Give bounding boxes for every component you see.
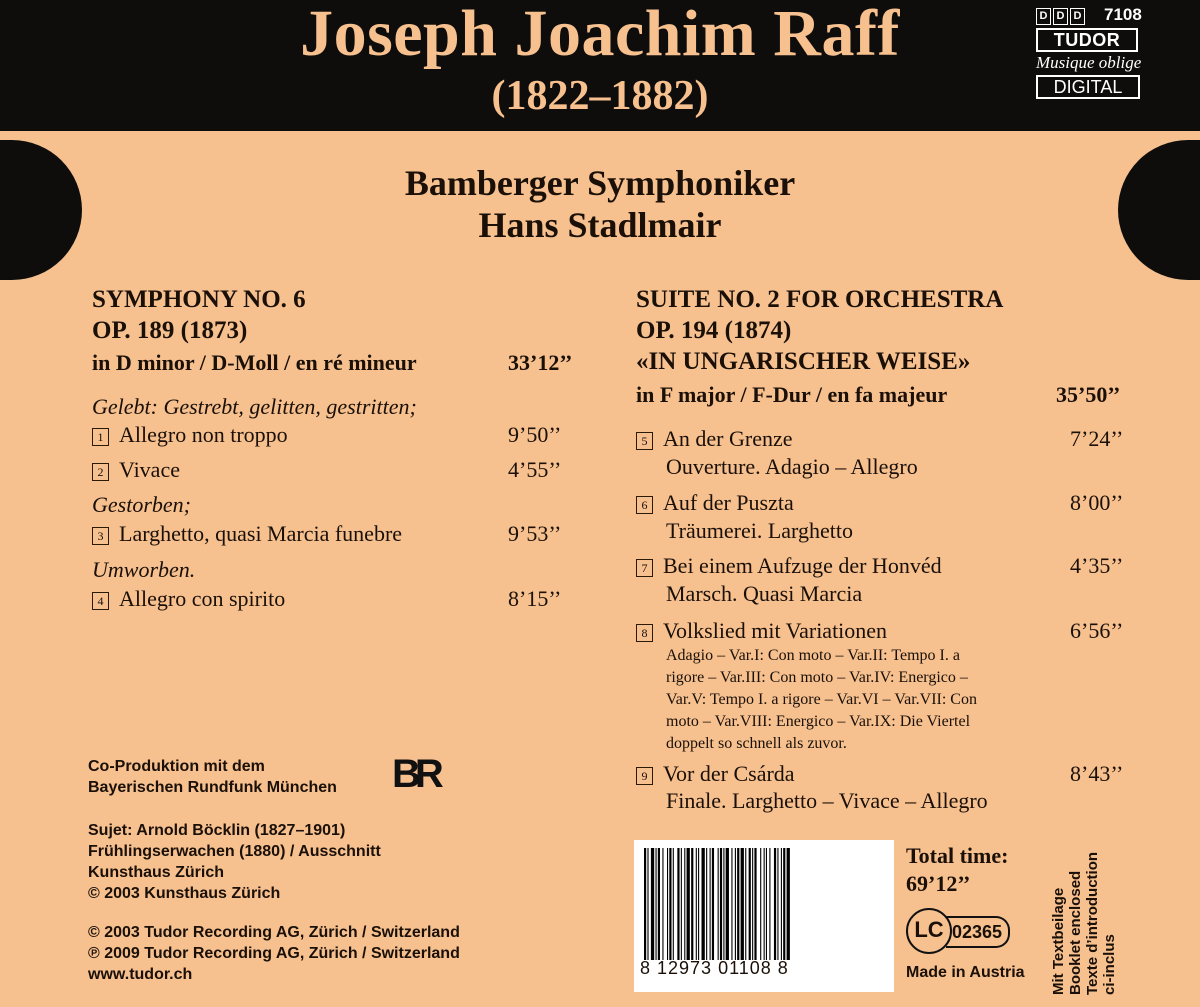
artwork-line: © 2003 Kunsthaus Zürich [88,885,281,902]
track-time: 7’24’’ [1070,426,1124,451]
variations-line: rigore – Var.III: Con moto – Var.IV: Energico – [666,669,968,686]
suite-key: in F major / F-Dur / en fa majeur [636,382,948,407]
barcode-bars [642,848,886,960]
track-title: Allegro non troppo [119,422,288,447]
barcode-digits: 8 12973 01108 8 [640,958,789,978]
variations-line: doppelt so schnell als zuvor. [666,735,847,752]
artwork-credits [88,820,381,904]
track-number: 2 [92,463,109,481]
catalog-number: 7108 [1104,5,1142,24]
orchestra-name: Bamberger Symphoniker [404,163,796,203]
ddd-letter: D [1053,8,1068,25]
track-time: 8’00’’ [1070,490,1124,515]
booklet-line: Mit Textbeilage [1050,887,1067,995]
tudor-logo [1036,6,1184,99]
track-number: 7 [636,559,653,577]
track-title: An der Grenze [663,426,793,451]
label-tagline: Musique oblige [1036,53,1142,72]
label-code [906,908,1018,954]
track-subtitle: Träumerei. Larghetto [666,518,853,543]
track-number: 5 [636,432,653,450]
copyright-line: © 2003 Tudor Recording AG, Zürich / Switzerland [88,924,460,941]
copyright-notice [88,922,460,985]
total-time [906,842,1008,898]
symphony-opus: OP. 189 (1873) [92,317,248,344]
symphony-duration: 33’12’’ [508,350,573,375]
artwork-line: Frühlingserwachen (1880) / Ausschnitt [88,843,381,860]
lc-logo: LC [906,908,952,954]
total-time-value: 69’12’’ [906,871,971,896]
format-badge: DIGITAL [1036,75,1140,99]
track-title: Vor der Csárda [663,761,795,786]
track-item [636,426,793,452]
track-number: 1 [92,428,109,446]
section-label: Umworben. [92,557,196,582]
track-number: 8 [636,624,653,642]
composer-name: Joseph Joachim Raff [300,0,900,70]
br-logo: BR [392,752,438,796]
track-item [636,618,887,644]
track-number: 4 [92,592,109,610]
track-item [92,521,402,547]
track-item [92,586,285,612]
track-time: 9’53’’ [508,521,562,546]
track-time: 8’43’’ [1070,761,1124,786]
track-item [636,553,942,579]
track-subtitle: Finale. Larghetto – Vivace – Allegro [666,788,988,813]
composer-years: (1822–1882) [491,73,709,119]
suite-opus: OP. 194 (1874) [636,317,792,344]
booklet-line: ci-inclus [1101,934,1118,995]
track-item [92,422,288,448]
variations-line: Adagio – Var.I: Con moto – Var.II: Tempo I. a [666,647,960,664]
booklet-line: Booklet enclosed [1067,870,1084,995]
artwork-line: Kunsthaus Zürich [88,864,225,881]
track-title: Bei einem Aufzuge der Honvéd [663,553,942,578]
performers [0,162,1200,246]
barcode [634,840,894,992]
track-title: Volkslied mit Variationen [663,618,888,643]
booklet-line: Texte d’introduction [1084,851,1101,995]
track-time: 8’15’’ [508,586,562,611]
label-name: TUDOR [1036,28,1138,52]
symphony-title: SYMPHONY NO. 6 [92,286,306,313]
track-time: 4’55’’ [508,457,562,482]
section-label: Gelebt: Gestrebt, gelitten, gestritten; [92,394,417,419]
section-label: Gestorben; [92,492,191,517]
suite-title: SUITE NO. 2 FOR ORCHESTRA [636,286,1004,313]
variations-line: moto – Var.VIII: Energico – Var.IX: Die Viertel [666,713,971,730]
coproduction-line: Bayerischen Rundfunk München [88,779,337,796]
ddd-code [1036,6,1087,25]
suite-duration: 35’50’’ [1056,382,1121,407]
track-subtitle: Ouverture. Adagio – Allegro [666,454,918,479]
track-number: 9 [636,767,653,785]
track-item [92,457,180,483]
coproduction-line: Co-Produktion mit dem [88,758,265,775]
website-link: www.tudor.ch [88,966,193,983]
track-number: 3 [92,527,109,545]
coproduction-note [88,756,337,798]
symphony-key: in D minor / D-Moll / en ré mineur [92,350,417,375]
variations-line: Var.V: Tempo I. a rigore – Var.VI – Var.VII: Con [666,691,977,708]
lc-number: 02365 [946,916,1010,948]
track-title: Larghetto, quasi Marcia funebre [119,521,403,546]
made-in: Made in Austria [906,964,1025,981]
track-title: Auf der Puszta [663,490,794,515]
suite-subtitle: «IN UNGARISCHER WEISE» [636,348,971,375]
track-number: 6 [636,496,653,514]
copyright-line: ℗ 2009 Tudor Recording AG, Zürich / Switzerland [88,945,460,962]
ddd-letter: D [1070,8,1085,25]
ddd-letter: D [1036,8,1051,25]
booklet-note [1050,805,1118,995]
track-time: 6’56’’ [1070,618,1124,643]
artwork-line: Sujet: Arnold Böcklin (1827–1901) [88,822,346,839]
track-item [636,490,794,516]
track-subtitle: Marsch. Quasi Marcia [666,581,863,606]
track-item [636,761,795,787]
header-band [0,0,1200,128]
total-time-label: Total time: [906,843,1009,868]
track-title: Vivace [119,457,180,482]
track-title: Allegro con spirito [119,586,286,611]
track-time: 4’35’’ [1070,553,1124,578]
track-time: 9’50’’ [508,422,562,447]
conductor-name: Hans Stadlmair [478,205,722,245]
